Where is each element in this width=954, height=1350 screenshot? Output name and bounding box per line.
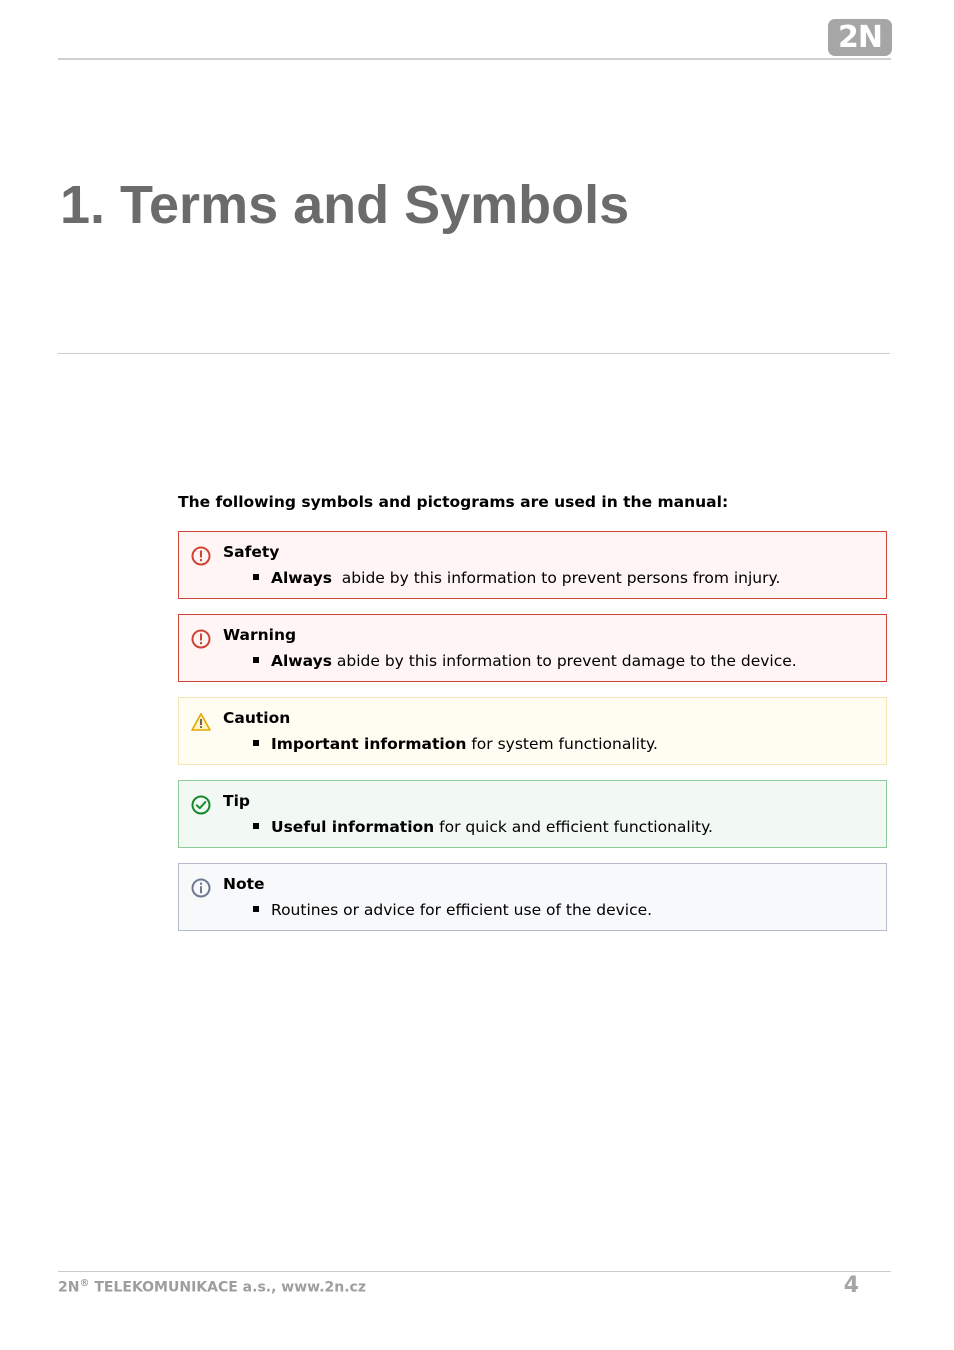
header-rule	[58, 58, 891, 60]
footer-brand: 2N	[58, 1279, 80, 1296]
2n-logo: 2N	[828, 19, 892, 56]
panel-title: Safety	[223, 543, 280, 561]
item-text: for quick and efficient functionality.	[434, 818, 713, 836]
bullet	[253, 574, 259, 580]
exclamation-circle-icon	[191, 546, 211, 566]
panel-title: Note	[223, 875, 265, 893]
info-circle-icon	[191, 878, 211, 898]
panel-title: Caution	[223, 709, 291, 727]
bullet	[253, 906, 259, 912]
emphasis: Useful information	[271, 818, 435, 836]
note-panel	[178, 863, 887, 931]
footer-company	[58, 1278, 366, 1296]
item-text: for system functionality.	[466, 735, 658, 753]
warning-panel	[178, 614, 887, 682]
caution-panel	[178, 697, 887, 765]
intro-text: The following symbols and pictograms are used in the manual:	[178, 493, 729, 511]
emphasis: Always	[271, 652, 332, 670]
footer-text: TELEKOMUNIKACE a.s., www.2n.cz	[89, 1279, 366, 1296]
panel-item	[271, 569, 780, 587]
panel-item	[271, 818, 713, 836]
page-number: 4	[843, 1273, 859, 1298]
panel-title: Tip	[223, 792, 250, 810]
exclamation-circle-icon	[191, 629, 211, 649]
item-text: abide by this information to prevent persons from injury.	[331, 569, 781, 587]
panel-item	[271, 652, 797, 670]
emphasis: Always	[271, 569, 332, 587]
emphasis: Important information	[271, 735, 467, 753]
title-divider	[58, 353, 890, 354]
bullet	[253, 657, 259, 663]
panel-title: Warning	[223, 626, 297, 644]
footer-rule	[58, 1271, 891, 1272]
registered-mark: ®	[79, 1278, 90, 1289]
bullet	[253, 823, 259, 829]
panel-item	[271, 735, 658, 753]
tip-panel	[178, 780, 887, 848]
page-title: 1. Terms and Symbols	[60, 175, 630, 235]
bullet	[253, 740, 259, 746]
safety-panel	[178, 531, 887, 599]
check-circle-icon	[191, 795, 211, 815]
item-text: abide by this information to prevent damage to the device.	[331, 652, 797, 670]
warning-triangle-icon	[191, 712, 211, 732]
panel-item: Routines or advice for efficient use of the device.	[271, 901, 653, 919]
